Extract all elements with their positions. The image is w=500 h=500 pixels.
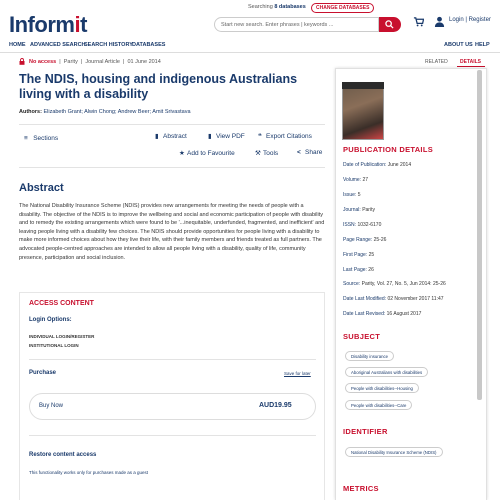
- tab-related[interactable]: RELATED: [425, 59, 448, 65]
- article-type: Journal Article: [85, 59, 120, 65]
- star-icon: ★: [179, 150, 185, 157]
- price[interactable]: AUD19.95: [259, 402, 292, 409]
- divider: [19, 124, 325, 125]
- nav-search-history[interactable]: SEARCH HISTORY: [84, 42, 133, 48]
- metrics-heading: METRICS: [343, 484, 379, 493]
- nav-advanced-search[interactable]: ADVANCED SEARCH: [30, 42, 86, 48]
- user-icon[interactable]: [434, 16, 445, 27]
- subject-chip[interactable]: People with disabilities--Housing: [345, 383, 419, 393]
- detail-date-last-modified: Date Last Modified: 02 November 2017 11:47: [343, 296, 444, 302]
- cart-icon[interactable]: [413, 16, 424, 27]
- article-date: 01 June 2014: [127, 59, 161, 65]
- access-content-heading: ACCESS CONTENT: [29, 300, 94, 307]
- nav-home[interactable]: HOME: [9, 42, 26, 48]
- active-tab-indicator: [457, 66, 485, 67]
- detail-first-page: First Page: 25: [343, 252, 375, 258]
- share-icon: <: [297, 149, 301, 156]
- detail-issn: ISSN: 1032-6170: [343, 222, 382, 228]
- identifier-chip[interactable]: National Disability Insurance Scheme (NDIS): [345, 447, 443, 457]
- individual-login-link[interactable]: INDIVIDUAL LOGIN/REGISTER: [29, 334, 95, 339]
- journal-cover-image[interactable]: [342, 82, 384, 140]
- restore-note: This functionality works only for purchases made as a guest: [29, 470, 149, 475]
- detail-page-range: Page Range: 25-26: [343, 237, 387, 243]
- authors-list[interactable]: Elizabeth Grant; Alwin Chong; Andrew Beer; Amit Srivastava: [43, 109, 191, 115]
- subject-chip[interactable]: People with disabilities--Care: [345, 400, 412, 410]
- detail-source: Source: Parity, Vol. 27, No. 5, Jun 2014: 25-26: [343, 281, 446, 287]
- searching-databases-label: Searching 8 databases: [248, 4, 306, 10]
- purchase-label: Purchase: [29, 370, 57, 376]
- identifier-heading: IDENTIFIER: [343, 427, 388, 436]
- divider: [29, 435, 316, 436]
- top-navigation: [0, 41, 500, 53]
- informit-logo[interactable]: Informit: [9, 12, 87, 37]
- login-register-link[interactable]: Login | Register: [449, 17, 491, 23]
- sections-button[interactable]: ≡ Sections: [24, 135, 59, 142]
- search-input[interactable]: Start new search. Enter phrases | keywords ...: [214, 17, 379, 32]
- access-status: No access: [29, 59, 57, 65]
- abstract-heading: Abstract: [19, 182, 64, 194]
- login-options-label: Login Options:: [29, 317, 72, 323]
- authors-line: Authors: Elizabeth Grant; Alwin Chong; Andrew Beer; Amit Srivastava: [19, 109, 191, 115]
- export-citations-button[interactable]: ❝ Export Citations: [258, 133, 312, 140]
- detail-last-page: Last Page: 26: [343, 267, 374, 273]
- subject-heading: SUBJECT: [343, 332, 381, 341]
- publication-details-heading: PUBLICATION DETAILS: [343, 145, 434, 154]
- lock-icon: [19, 58, 25, 65]
- detail-issue: Issue: 5: [343, 192, 361, 198]
- buy-now-label[interactable]: Buy Now: [39, 403, 64, 409]
- nav-about-us[interactable]: ABOUT US: [444, 42, 473, 48]
- change-databases-button[interactable]: CHANGE DATABASES: [311, 3, 374, 13]
- detail-volume: Volume: 27: [343, 177, 369, 183]
- save-for-later-link[interactable]: Save for later: [284, 371, 311, 376]
- restore-content-access-link[interactable]: Restore content access: [29, 452, 97, 458]
- tab-details[interactable]: DETAILS: [460, 59, 482, 65]
- quote-icon: ❝: [258, 133, 262, 140]
- divider: [29, 359, 316, 360]
- add-to-favourite-button[interactable]: ★ Add to Favourite: [179, 150, 235, 157]
- article-title: The NDIS, housing and indigenous Australians living with a disability: [19, 72, 298, 101]
- pdf-icon: ▮: [208, 133, 212, 140]
- detail-date-of-publication: Date of Publication: June 2014: [343, 162, 412, 168]
- nav-help[interactable]: HELP: [475, 42, 490, 48]
- nav-databases[interactable]: DATABASES: [132, 42, 166, 48]
- journal-name[interactable]: Parity: [63, 59, 78, 65]
- divider: [19, 167, 325, 168]
- abstract-text: The National Disability Insurance Scheme (NDIS) provides new arrangements for meeting the needs of people with a disability. The objective of the NDIS is to improve the wellbeing and social and economic participation of people with disability and to remedy the existing arrangements which were found to be '...inequitable, underfunded, fragmented, and inefficient' and leaving people living with a disability few choices. The NDIS should provide opportunities for people living with a disability to make more informed choices about how they live their life, with their family members and friends treated as full partners. The advocated people-centred approaches are intended to allow all people living with a disability, quality of life, community presence, participation and social inclusion.: [19, 203, 325, 261]
- document-icon: ▮: [155, 133, 159, 140]
- abstract-button[interactable]: ▮ Abstract: [155, 133, 187, 140]
- share-button[interactable]: < Share: [297, 149, 323, 156]
- panel-scrollbar[interactable]: [477, 70, 482, 400]
- subject-chip[interactable]: Disability insurance: [345, 351, 394, 361]
- article-meta: No access | Parity | Journal Article | 01 June 2014: [29, 59, 161, 65]
- detail-date-last-revised: Date Last Revised: 16 August 2017: [343, 311, 422, 317]
- view-pdf-button[interactable]: ▮ View PDF: [208, 133, 245, 140]
- search-button[interactable]: [379, 17, 401, 32]
- wrench-icon: ⚒: [255, 150, 261, 157]
- journal-cover-band: [342, 82, 384, 89]
- tools-button[interactable]: ⚒ Tools: [255, 150, 279, 157]
- subject-chip[interactable]: Aboriginal Australians with disabilities: [345, 367, 428, 377]
- detail-journal: Journal: Parity: [343, 207, 375, 213]
- institutional-login-link[interactable]: INSTITUTIONAL LOGIN: [29, 343, 79, 348]
- menu-icon: ≡: [24, 135, 28, 142]
- search-icon: [385, 20, 394, 29]
